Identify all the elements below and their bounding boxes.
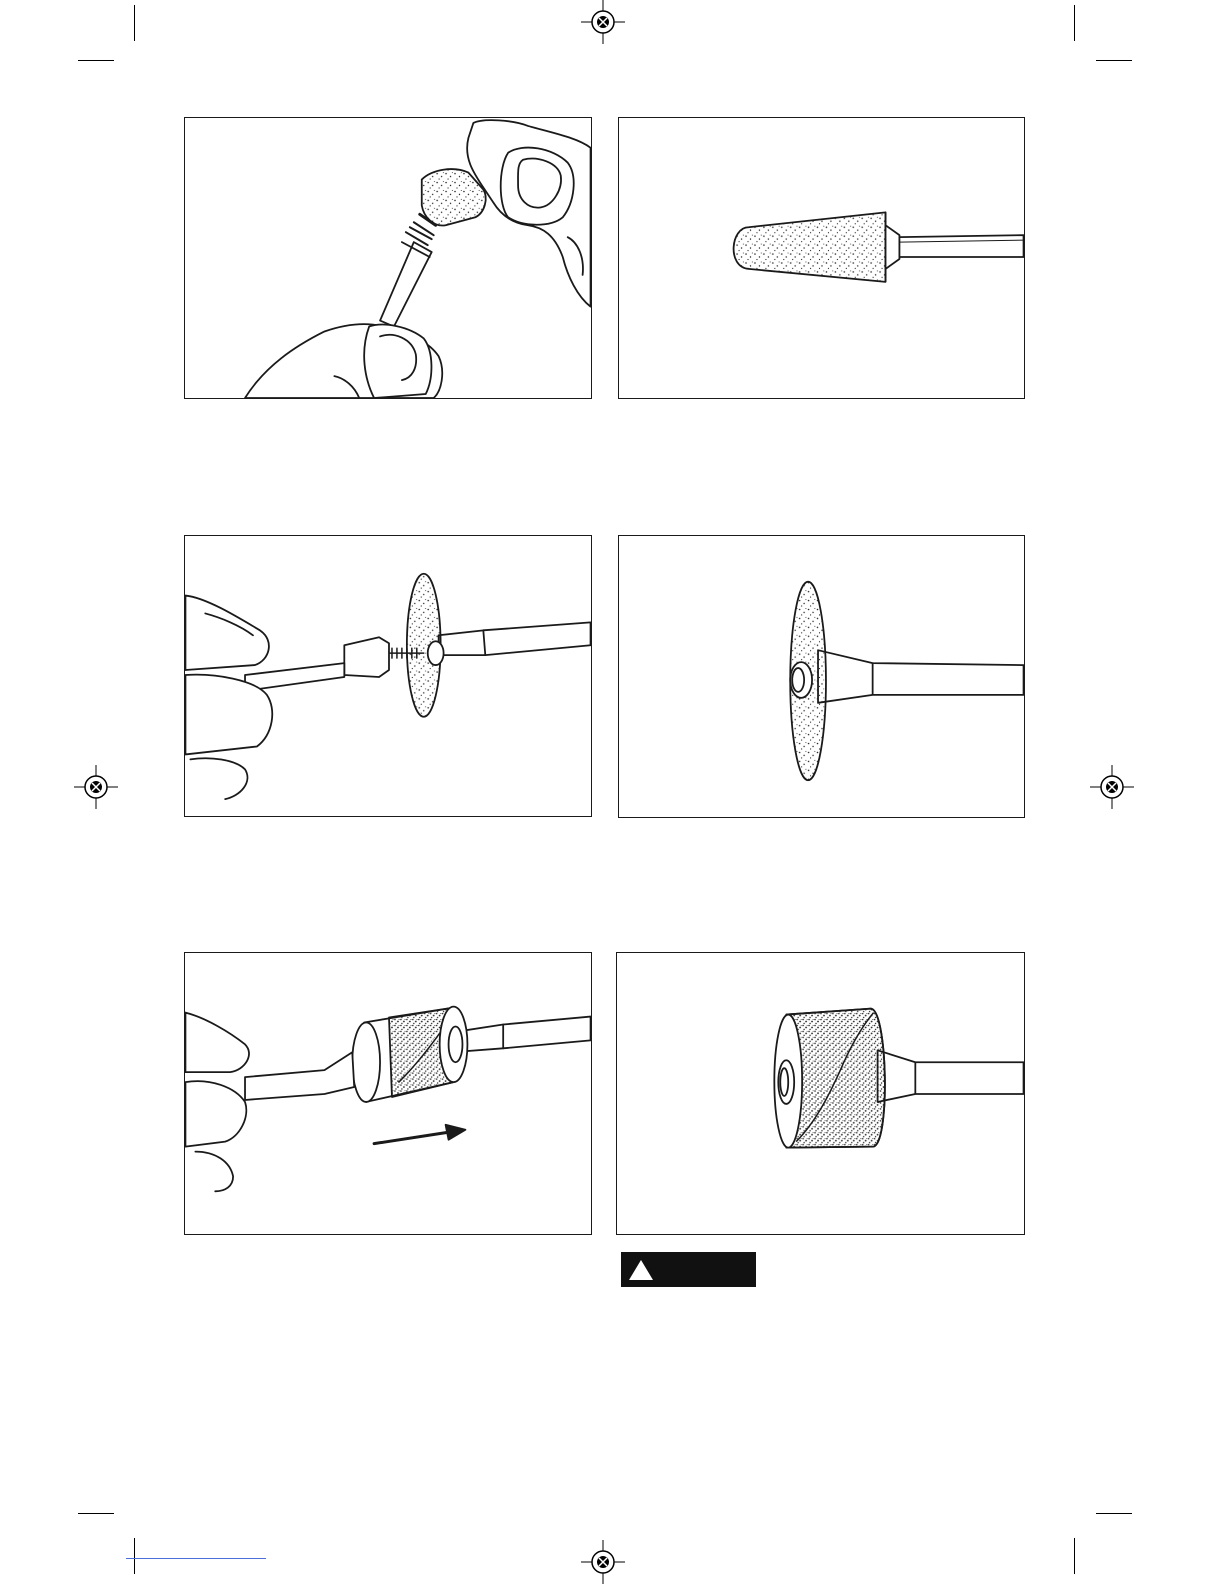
registration-mark-icon — [581, 0, 625, 44]
cutoff-wheel-install-illustration — [185, 536, 591, 816]
crop-mark — [1074, 5, 1075, 41]
cutoff-wheel-illustration — [619, 536, 1024, 817]
figure-3-panel — [184, 535, 592, 817]
guide-line — [126, 1558, 266, 1559]
sanding-drum-illustration — [617, 953, 1024, 1234]
figure-2-panel — [618, 117, 1025, 399]
figure-6-panel — [616, 952, 1025, 1235]
mounted-point-install-illustration — [185, 118, 591, 398]
crop-mark — [134, 1538, 135, 1574]
figure-4-panel — [618, 535, 1025, 818]
warning-badge — [621, 1252, 756, 1287]
registration-mark-icon — [74, 765, 118, 809]
crop-mark — [1074, 1538, 1075, 1574]
registration-mark-icon — [581, 1540, 625, 1584]
crop-mark — [1096, 60, 1132, 61]
crop-mark — [134, 5, 135, 41]
sanding-drum-install-illustration — [185, 953, 591, 1234]
crop-mark — [1096, 1513, 1132, 1514]
figure-5-panel — [184, 952, 592, 1235]
mounted-point-illustration — [619, 118, 1024, 398]
warning-triangle-icon — [627, 1258, 655, 1282]
figure-1-panel — [184, 117, 592, 399]
registration-mark-icon — [1090, 765, 1134, 809]
crop-mark — [78, 1513, 114, 1514]
crop-mark — [78, 60, 114, 61]
